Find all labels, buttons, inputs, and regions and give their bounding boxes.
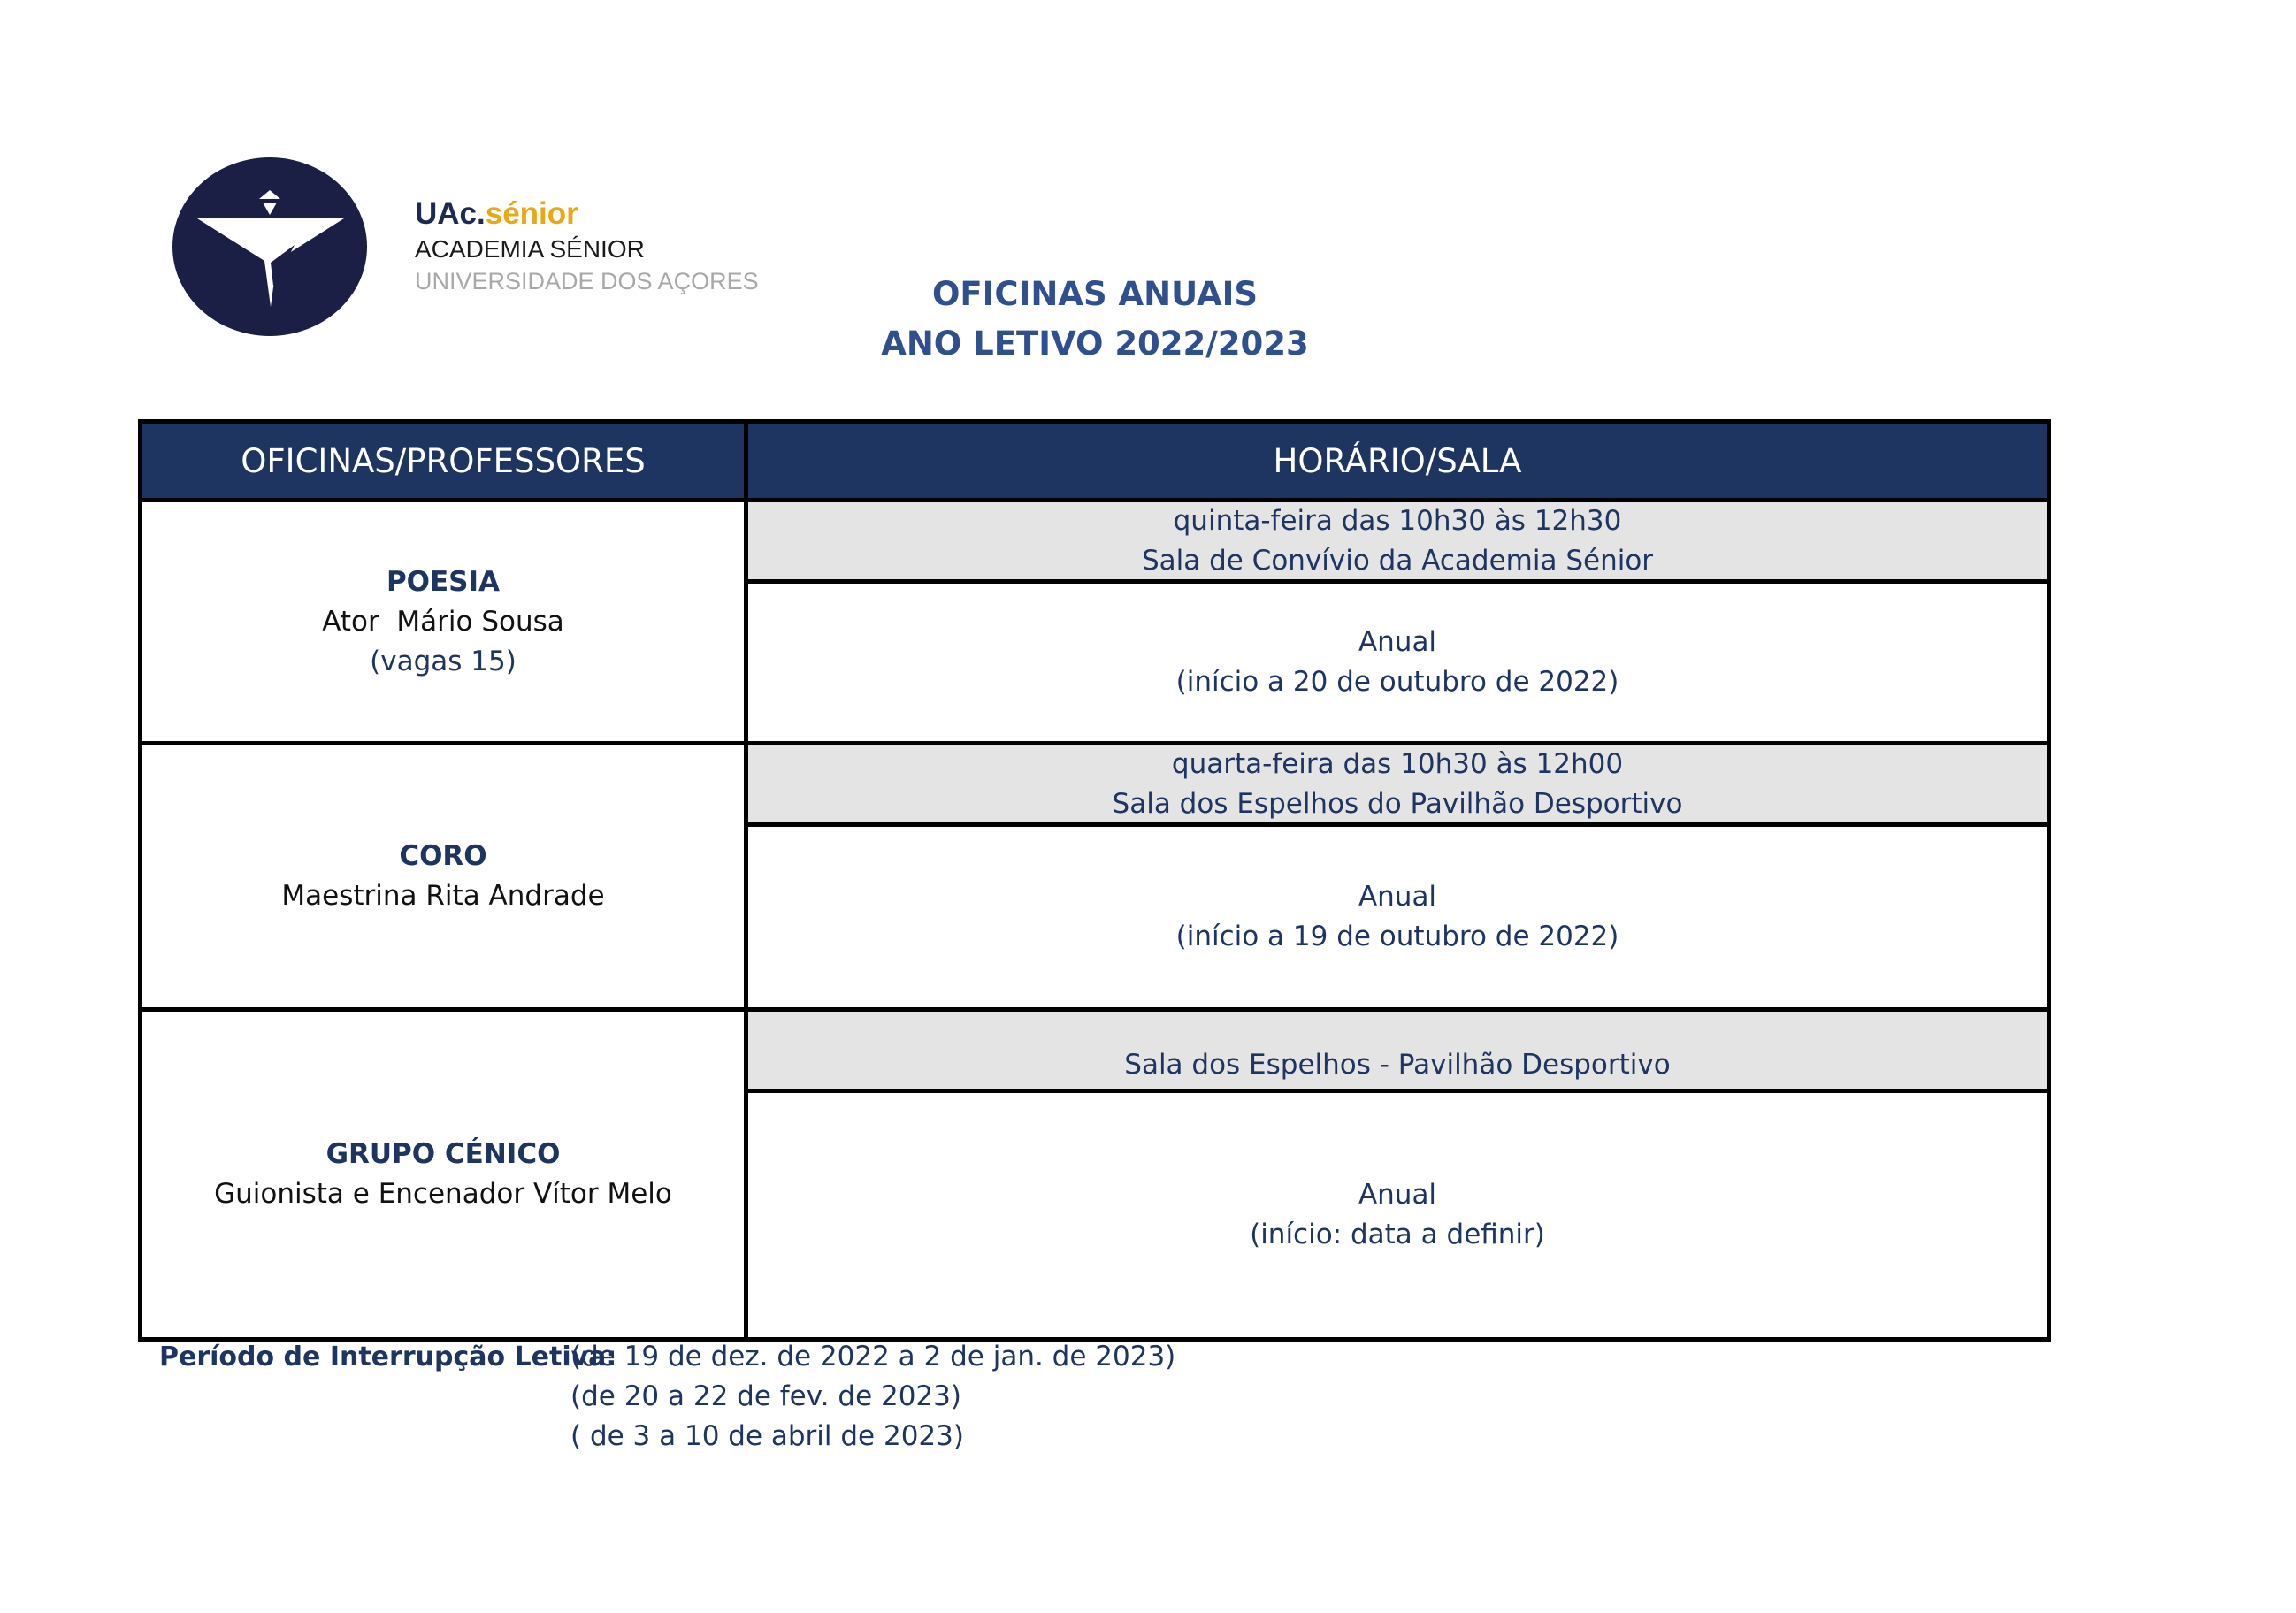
interruption-date: (de 19 de dez. de 2022 a 2 de jan. de 2023) bbox=[570, 1341, 1176, 1372]
row-divider bbox=[748, 822, 2047, 827]
brand-accent: sénior bbox=[485, 196, 578, 231]
schedule-text: quinta-feira das 10h30 às 12h30 bbox=[1173, 504, 1622, 537]
document-title bbox=[741, 270, 1449, 369]
workshop-name: GRUPO CÉNICO bbox=[325, 1138, 561, 1170]
brand-name: UAc.sénior bbox=[415, 196, 578, 231]
title-line-1: OFICINAS ANUAIS bbox=[931, 275, 1259, 313]
room-text: Sala de Convívio da Academia Sénior bbox=[1141, 544, 1654, 577]
brand-university: UNIVERSIDADE DOS AÇORES bbox=[415, 268, 759, 294]
schedule-cell-grupo-cenico bbox=[748, 1012, 2047, 1089]
workshop-cell-coro bbox=[142, 745, 744, 1007]
period-cell-grupo-cenico bbox=[748, 1093, 2047, 1337]
schedule-cell-poesia bbox=[748, 502, 2047, 579]
workshop-teacher: Maestrina Rita Andrade bbox=[281, 880, 605, 912]
room-text: Sala dos Espelhos - Pavilhão Desportivo bbox=[1124, 1049, 1671, 1081]
interruption-date: ( de 3 a 10 de abril de 2023) bbox=[570, 1420, 964, 1452]
column-divider bbox=[744, 424, 748, 1337]
workshops-table bbox=[138, 419, 2051, 1342]
period-cell-poesia bbox=[748, 584, 2047, 741]
brand-subtitle: ACADEMIA SÉNIOR bbox=[415, 235, 645, 263]
header-workshops: OFICINAS/PROFESSORES bbox=[142, 424, 744, 498]
schedule-cell-coro bbox=[748, 745, 2047, 822]
start-text: (início a 19 de outubro de 2022) bbox=[1175, 921, 1619, 952]
row-divider bbox=[748, 579, 2047, 584]
brand-block bbox=[415, 195, 759, 297]
header-divider bbox=[142, 498, 2047, 502]
title-line-2: ANO LETIVO 2022/2023 bbox=[881, 325, 1309, 363]
workshop-cell-poesia bbox=[142, 502, 744, 741]
interruption-date: (de 20 a 22 de fev. de 2023) bbox=[570, 1380, 961, 1412]
row-divider bbox=[748, 1089, 2047, 1093]
period-text: Anual bbox=[1358, 881, 1437, 913]
row-divider bbox=[142, 741, 2047, 745]
row-divider bbox=[142, 1007, 2047, 1012]
workshop-name: POESIA bbox=[386, 565, 501, 598]
workshop-cell-grupo-cenico bbox=[142, 1012, 744, 1337]
room-text: Sala dos Espelhos do Pavilhão Desportivo bbox=[1112, 787, 1683, 820]
academy-logo bbox=[171, 157, 369, 337]
schedule-text: quarta-feira das 10h30 às 12h00 bbox=[1171, 747, 1624, 780]
period-cell-coro bbox=[748, 827, 2047, 1007]
workshop-teacher: Guionista e Encenador Vítor Melo bbox=[214, 1178, 672, 1210]
workshop-teacher: Ator Mário Sousa bbox=[322, 605, 564, 638]
interruption-label: Período de Interrupção Letiva: bbox=[159, 1342, 617, 1372]
interruption-dates bbox=[570, 1337, 1175, 1456]
period-text: Anual bbox=[1358, 626, 1437, 658]
header-schedule: HORÁRIO/SALA bbox=[748, 424, 2047, 498]
period-text: Anual bbox=[1358, 1179, 1437, 1211]
start-text: (início a 20 de outubro de 2022) bbox=[1175, 666, 1619, 698]
workshop-note: (vagas 15) bbox=[370, 645, 517, 677]
start-text: (início: data a definir) bbox=[1250, 1219, 1545, 1250]
workshop-name: CORO bbox=[399, 840, 487, 872]
